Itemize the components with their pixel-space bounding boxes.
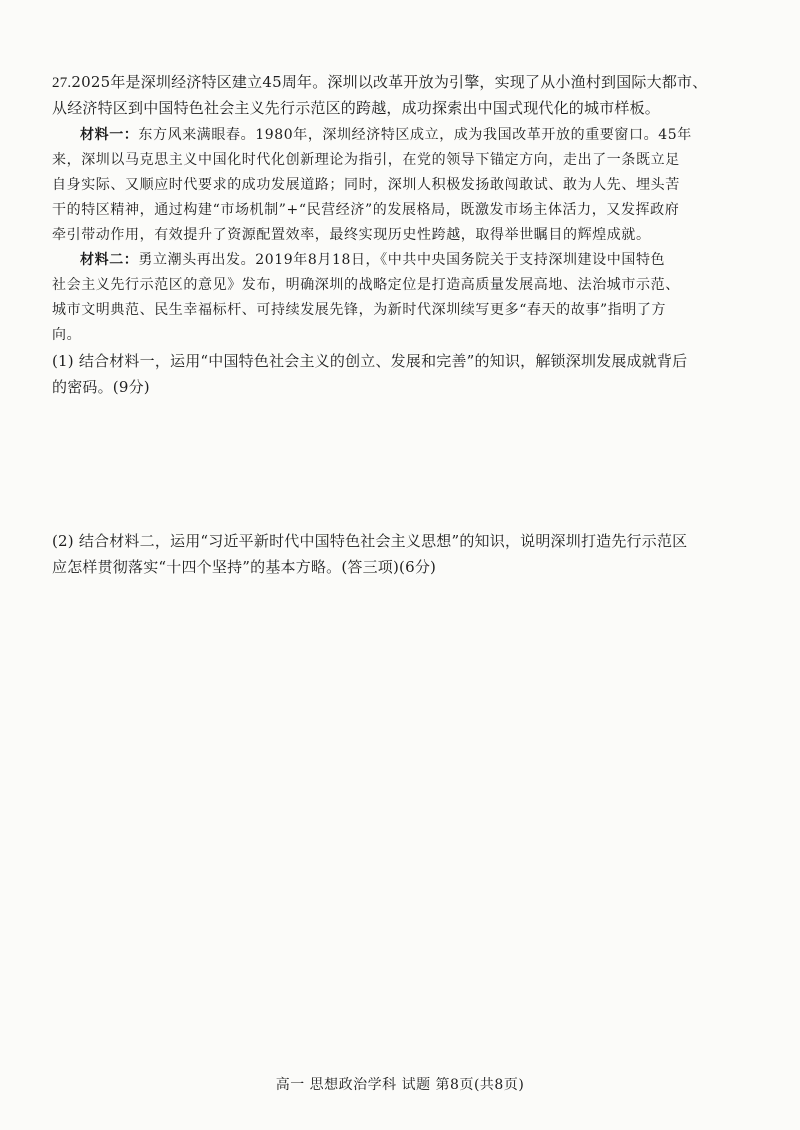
material1-line-3: 自身实际、又顺应时代要求的成功发展道路；同时，深圳人积极发扬敢闯敢试、敢为人先、埋头苦 [52,177,680,193]
material1-line-1 [80,125,692,145]
material1-line-4: 干的特区精神，通过构建“市场机制”+“民营经济”的发展格局，既激发市场主体活力，又发挥政府 [52,202,680,218]
material2-line-3: 城市文明典范、民生幸福标杆、可持续发展先锋，为新时代深圳续写更多“春天的故事”指明了方 [52,302,667,318]
question-intro-line-1 [52,72,707,93]
material1-text-1: 东方风来满眼春。1980年，深圳经济特区成立，成为我国改革开放的重要窗口。45年 [138,127,692,143]
material2-line-1 [80,250,665,270]
material2-label: 材料二： [80,252,139,268]
page-footer: 高一 思想政治学科 试题 第8页(共8页) [275,1077,525,1093]
question-intro-line-2: 从经济特区到中国特色社会主义先行示范区的跨越，成功探索出中国式现代化的城市样板。 [52,99,661,117]
subquestion2-line-1: (2) 结合材料二，运用“习近平新时代中国特色社会主义思想”的知识，说明深圳打造先行示范区 [52,532,688,550]
subquestion2-line-2: 应怎样贯彻落实“十四个坚持”的基本方略。(答三项)(6分) [52,558,437,576]
material2-line-4: 向。 [52,327,82,343]
material1-line-2: 来，深圳以马克思主义中国化时代化创新理论为指引，在党的领导下锚定方向，走出了一条既立足 [52,152,680,168]
question-number: 27. [52,75,72,91]
question-intro-text-1: 2025年是深圳经济特区建立45周年。深圳以改革开放为引擎，实现了从小渔村到国际大都市、 [71,73,708,91]
material1-line-5: 牵引带动作用，有效提升了资源配置效率，最终实现历史性跨越，取得举世瞩目的辉煌成就。 [52,227,651,243]
subquestion1-line-2: 的密码。(9分) [52,378,150,396]
material2-text-1: 勇立潮头再出发。2019年8月18日，《中共中央国务院关于支持深圳建设中国特色 [138,252,666,268]
subquestion1-line-1: (1) 结合材料一，运用“中国特色社会主义的创立、发展和完善”的知识，解锁深圳发展成就背后 [52,352,688,370]
material2-line-2: 社会主义先行示范区的意见》发布，明确深圳的战略定位是打造高质量发展高地、法治城市示范、 [52,277,680,293]
material1-label: 材料一： [80,127,139,143]
